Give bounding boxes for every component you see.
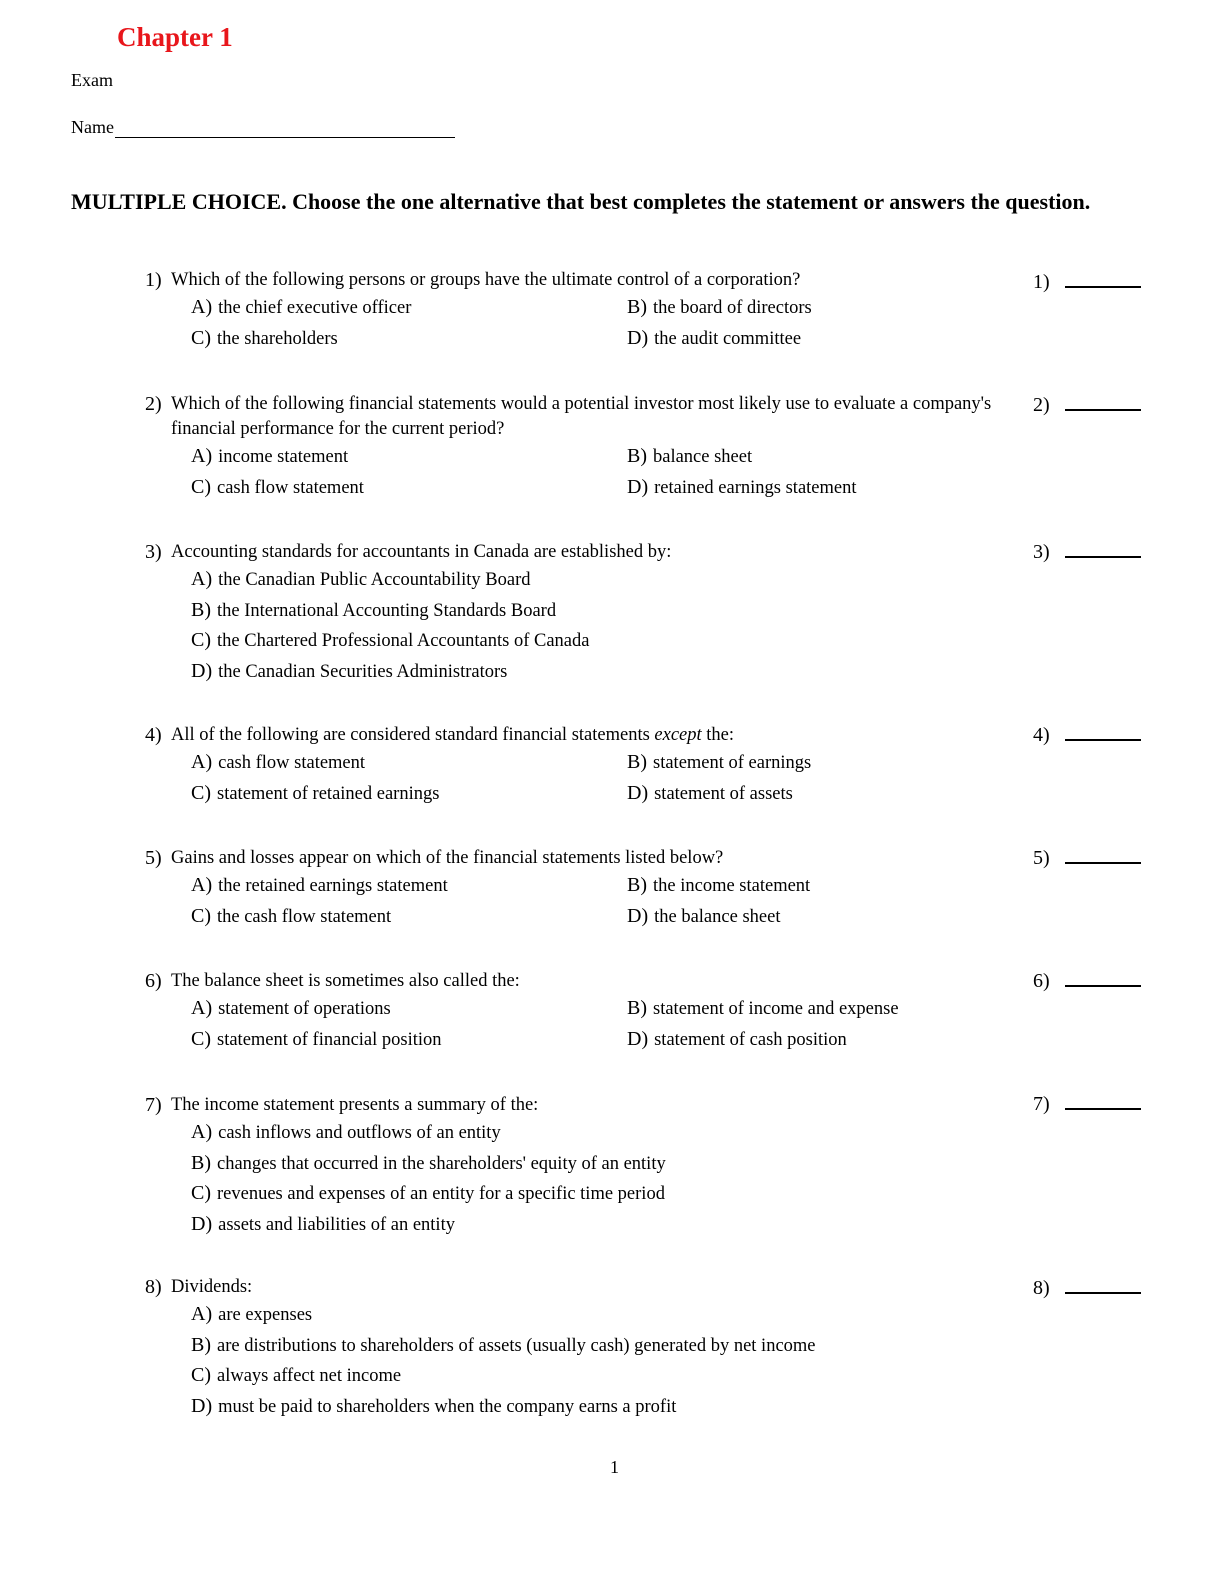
answer-slot-6 <box>1033 969 1141 993</box>
answer-slot-3 <box>1033 540 1141 564</box>
instructions: MULTIPLE CHOICE. Choose the one alternative that best completes the statement or answers the question. <box>71 189 1091 214</box>
choice-text: statement of retained earnings <box>217 783 440 804</box>
choice-d[interactable] <box>191 657 1145 688</box>
choice-text: statement of cash position <box>654 1029 847 1050</box>
choice-letter: D) <box>191 1212 213 1235</box>
choice-text: statement of operations <box>218 999 391 1019</box>
choice-letter: C) <box>191 781 211 804</box>
question-text: The balance sheet is sometimes also called the: <box>171 971 520 991</box>
choice-text: changes that occurred in the shareholders' equity of an entity <box>217 1153 666 1174</box>
choice-d[interactable] <box>191 1210 1145 1241</box>
answer-choices <box>191 871 1145 932</box>
choice-letter: B) <box>627 296 647 318</box>
choice-text: cash flow statement <box>218 753 366 773</box>
choice-b[interactable] <box>627 871 1063 902</box>
question-1 <box>145 268 1145 354</box>
choice-text: always affect net income <box>217 1366 402 1386</box>
answer-choices <box>191 994 1145 1055</box>
question-number: 6) <box>145 970 162 992</box>
choice-text: the Chartered Professional Accountants of Canada <box>217 631 590 651</box>
answer-choices <box>191 442 1145 503</box>
answer-choices <box>191 293 1145 354</box>
choice-a[interactable] <box>191 442 627 473</box>
choice-text: the Canadian Securities Administrators <box>218 661 508 682</box>
answer-choices <box>191 748 1145 809</box>
answer-number: 6) <box>1033 970 1050 992</box>
answer-slot-2 <box>1033 393 1141 417</box>
choice-letter: D) <box>627 781 649 804</box>
question-number: 8) <box>145 1276 162 1298</box>
choice-text: statement of income and expense <box>653 999 899 1019</box>
question-number: 5) <box>145 847 162 869</box>
answer-blank[interactable] <box>1065 1276 1141 1294</box>
choice-d[interactable] <box>191 1392 1145 1423</box>
choice-c[interactable] <box>191 626 1145 657</box>
choice-d[interactable] <box>627 779 1063 810</box>
choice-letter: C) <box>191 1027 211 1050</box>
choice-letter: A) <box>191 874 213 896</box>
question-text: The income statement presents a summary of the: <box>171 1095 539 1115</box>
choice-letter: B) <box>191 1151 211 1174</box>
choice-text: statement of earnings <box>653 753 812 773</box>
choice-text: the income statement <box>653 876 811 896</box>
question-text: Which of the following financial statements would a potential investor most likely use to evaluate a company's financial performance for the current period? <box>171 394 992 439</box>
choice-text: must be paid to shareholders when the company earns a profit <box>218 1396 677 1417</box>
choice-letter: A) <box>191 751 213 773</box>
name-label: Name <box>71 117 114 137</box>
choice-letter: A) <box>191 997 213 1019</box>
answer-number: 2) <box>1033 394 1050 416</box>
choice-d[interactable] <box>627 324 1063 355</box>
choice-text: the cash flow statement <box>217 906 392 927</box>
answer-number: 1) <box>1033 271 1050 293</box>
choice-b[interactable] <box>627 293 1063 324</box>
answer-number: 7) <box>1033 1093 1050 1115</box>
answer-blank[interactable] <box>1065 1092 1141 1110</box>
choice-b[interactable] <box>191 596 1145 627</box>
choice-letter: D) <box>627 326 649 349</box>
exam-label: Exam <box>71 70 113 90</box>
question-text: Gains and losses appear on which of the financial statements listed below? <box>171 848 724 868</box>
choice-d[interactable] <box>627 902 1063 933</box>
choice-c[interactable] <box>191 1025 627 1056</box>
choice-a[interactable] <box>191 871 627 902</box>
choice-text: the International Accounting Standards Board <box>217 600 557 621</box>
choice-letter: B) <box>627 751 647 773</box>
answer-blank[interactable] <box>1065 969 1141 987</box>
choice-text: cash flow statement <box>217 477 364 498</box>
choice-c[interactable] <box>191 902 627 933</box>
choice-letter: D) <box>191 1394 213 1417</box>
choice-b[interactable] <box>627 442 1063 473</box>
answer-number: 8) <box>1033 1277 1050 1299</box>
choice-text: the audit committee <box>654 328 802 349</box>
choice-letter: B) <box>191 1333 211 1356</box>
choice-text: the chief executive officer <box>218 298 412 318</box>
choice-d[interactable] <box>627 473 1063 504</box>
choice-text: are expenses <box>218 1305 313 1325</box>
choice-text: statement of assets <box>654 783 793 804</box>
answer-slot-8 <box>1033 1276 1141 1300</box>
choice-b[interactable] <box>191 1331 1145 1362</box>
question-text-emphasis: except <box>654 725 702 745</box>
choice-letter: C) <box>191 1182 211 1204</box>
question-8 <box>145 1275 1145 1422</box>
choice-d[interactable] <box>627 1025 1063 1056</box>
question-6 <box>145 969 1145 1055</box>
choice-text: are distributions to shareholders of assets (usually cash) generated by net income <box>217 1335 816 1356</box>
question-number: 4) <box>145 724 162 746</box>
choice-text: the shareholders <box>217 328 338 349</box>
answer-number: 4) <box>1033 724 1050 746</box>
page-number: 1 <box>610 1457 619 1477</box>
choice-letter: A) <box>191 568 213 590</box>
question-text: Accounting standards for accountants in Canada are established by: <box>171 542 672 562</box>
choice-letter: C) <box>191 904 211 927</box>
answer-slot-7 <box>1033 1092 1141 1116</box>
answer-number: 3) <box>1033 541 1050 563</box>
choice-b[interactable] <box>191 1149 1145 1180</box>
choice-letter: D) <box>191 659 213 682</box>
answer-blank[interactable] <box>1065 723 1141 741</box>
answer-number: 5) <box>1033 847 1050 869</box>
choice-b[interactable] <box>627 994 1063 1025</box>
choice-letter: C) <box>191 629 211 651</box>
chapter-title: Chapter 1 <box>117 22 233 52</box>
question-5 <box>145 846 1145 932</box>
answer-choices <box>191 1300 1145 1422</box>
choice-letter: A) <box>191 445 213 467</box>
choice-letter: D) <box>627 475 649 498</box>
name-row <box>71 117 455 138</box>
question-number: 2) <box>145 393 162 415</box>
choice-text: the Canadian Public Accountability Board <box>218 570 531 590</box>
choice-letter: C) <box>191 326 211 349</box>
choice-text: assets and liabilities of an entity <box>218 1214 455 1235</box>
choice-text: the balance sheet <box>654 906 781 927</box>
question-number: 7) <box>145 1094 162 1116</box>
answer-blank[interactable] <box>1065 270 1141 288</box>
choice-c[interactable] <box>191 1179 1145 1210</box>
answer-choices <box>191 565 1145 687</box>
choice-text: statement of financial position <box>217 1029 442 1050</box>
choice-c[interactable] <box>191 324 627 355</box>
choice-c[interactable] <box>191 473 627 504</box>
choice-a[interactable] <box>191 1118 1145 1149</box>
choice-b[interactable] <box>627 748 1063 779</box>
choice-a[interactable] <box>191 565 1145 596</box>
question-text <box>171 723 1041 748</box>
choice-text: retained earnings statement <box>654 477 857 498</box>
choice-letter: B) <box>627 445 647 467</box>
choice-a[interactable] <box>191 994 627 1025</box>
answer-choices <box>191 1118 1145 1240</box>
choice-letter: A) <box>191 1121 213 1143</box>
question-text: Which of the following persons or groups have the ultimate control of a corporation? <box>171 270 801 290</box>
choice-letter: A) <box>191 296 213 318</box>
question-number: 3) <box>145 541 162 563</box>
question-text-part: All of the following are considered standard financial statements <box>171 725 655 745</box>
answer-blank[interactable] <box>1065 540 1141 558</box>
question-3 <box>145 540 1145 687</box>
answer-blank[interactable] <box>1065 393 1141 411</box>
question-7 <box>145 1093 1145 1240</box>
choice-letter: D) <box>627 904 649 927</box>
choice-text: income statement <box>218 447 349 467</box>
question-4 <box>145 723 1145 809</box>
choice-a[interactable] <box>191 1300 1145 1331</box>
answer-slot-5 <box>1033 846 1141 870</box>
choice-letter: A) <box>191 1303 213 1325</box>
name-field[interactable] <box>115 119 455 138</box>
question-number: 1) <box>145 269 162 291</box>
answer-slot-1 <box>1033 270 1141 294</box>
answer-slot-4 <box>1033 723 1141 747</box>
choice-letter: D) <box>627 1027 649 1050</box>
choice-letter: B) <box>627 874 647 896</box>
question-text-part: the: <box>701 725 735 745</box>
choice-text: cash inflows and outflows of an entity <box>218 1123 501 1143</box>
choice-letter: B) <box>191 598 211 621</box>
choice-text: the retained earnings statement <box>218 876 448 896</box>
choice-letter: C) <box>191 475 211 498</box>
choice-text: the board of directors <box>653 298 812 318</box>
choice-c[interactable] <box>191 779 627 810</box>
choice-a[interactable] <box>191 293 627 324</box>
choice-text: revenues and expenses of an entity for a specific time period <box>217 1184 665 1204</box>
choice-letter: B) <box>627 997 647 1019</box>
choice-a[interactable] <box>191 748 627 779</box>
answer-blank[interactable] <box>1065 846 1141 864</box>
question-2 <box>145 392 1145 503</box>
choice-c[interactable] <box>191 1361 1145 1392</box>
choice-letter: C) <box>191 1364 211 1386</box>
choice-text: balance sheet <box>653 447 753 467</box>
question-text: Dividends: <box>171 1277 253 1297</box>
